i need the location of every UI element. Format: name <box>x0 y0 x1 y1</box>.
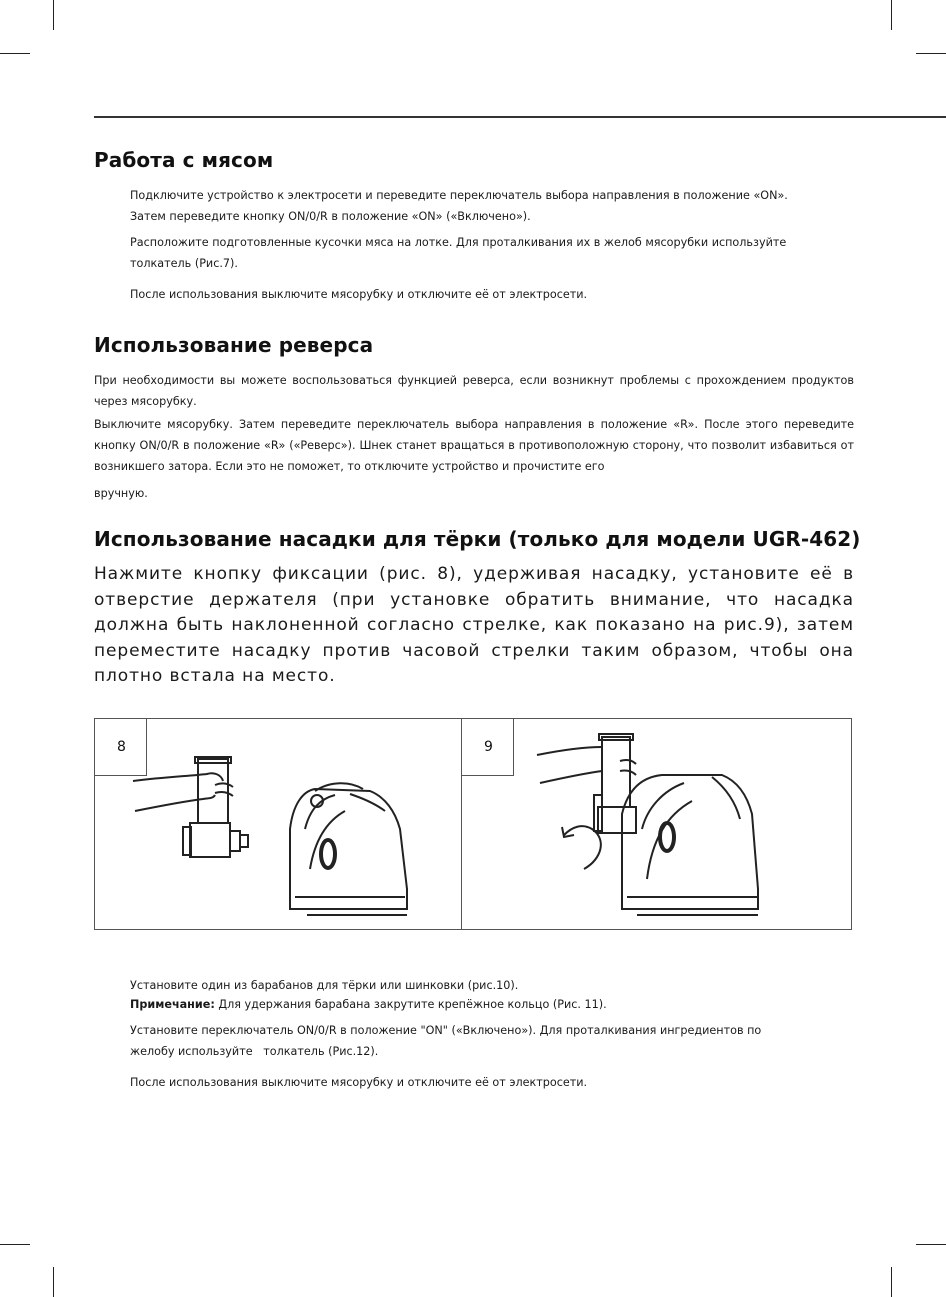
body-stripe <box>647 801 692 879</box>
paragraph: После использования выключите мясорубку и отключите её от электросети. <box>130 1076 588 1089</box>
holder <box>598 807 636 833</box>
grater-drum-icon <box>602 737 630 807</box>
intro-paragraph: Нажмите кнопку фиксации (рис. 8), удерживая насадку, установите её в отверстие держателя (при установке обратить внимание, что насадка должна быть наклоненной согласно стрелке, как показано на рис.9), затем переместите насадку против часовой стрелки таким образом, чтобы она плотно встала на место. <box>94 564 854 687</box>
arm-outline <box>537 747 602 755</box>
text-line: Установите переключатель ON/0/R в положение "ON" («Включено»). Для проталкивания ингредиентов по <box>130 1024 762 1037</box>
text-line: желобу используйте толкатель (Рис.12). <box>130 1045 379 1058</box>
crop-mark <box>891 1267 892 1297</box>
figure-9-panel <box>462 719 851 929</box>
crop-mark <box>916 1244 946 1245</box>
grater-drum-icon <box>198 759 228 823</box>
figure-8-label: 8 <box>117 739 126 755</box>
arm-outline <box>135 795 215 811</box>
rotate-arrow-icon <box>564 826 601 869</box>
grinder-body-icon <box>622 775 758 909</box>
paragraph <box>130 185 855 227</box>
paragraph: После использования выключите мясорубку и отключите её от электросети. <box>130 288 588 301</box>
crop-mark <box>916 53 946 54</box>
holder <box>190 823 230 857</box>
arm-outline <box>540 771 602 783</box>
header-rule <box>94 116 946 118</box>
figure-grater-install <box>94 718 852 930</box>
fingers <box>215 783 233 796</box>
arm-outline <box>133 773 223 781</box>
paragraph <box>130 232 855 274</box>
holder-knob <box>240 835 248 847</box>
crop-mark <box>891 0 892 30</box>
note-text: Для удержания барабана закрутите крепёжное кольцо (Рис. 11). <box>214 998 607 1011</box>
section-title-meat: Работа с мясом <box>94 148 274 172</box>
crop-mark <box>0 1244 30 1245</box>
section-title-reverse: Использование реверса <box>94 333 374 357</box>
dial-icon <box>660 823 674 851</box>
figure-8-illustration <box>95 719 461 929</box>
crop-mark <box>0 53 30 54</box>
text-line: Расположите подготовленные кусочки мяса на лотке. Для проталкивания их в желоб мясорубки используйте <box>130 236 787 249</box>
crop-mark <box>53 1267 54 1297</box>
crop-mark <box>53 0 54 30</box>
grinder-body-icon <box>290 789 407 909</box>
text-line: Подключите устройство к электросети и переведите переключатель выбора направления в положение «ON». <box>130 189 788 202</box>
paragraph: Выключите мясорубку. Затем переведите переключатель выбора направления в положение «R». После этого переведите кнопку ON/0/R в положение «R» («Реверс»). Шнек станет вращаться в противоположную сторону, что позволит избавиться от возникшего затора. Если это не поможет, то отключите устройство и прочистите его <box>94 418 854 473</box>
dial-icon <box>321 840 335 868</box>
figure-8-panel <box>95 719 462 929</box>
paragraph <box>130 1020 855 1062</box>
fingers <box>620 760 636 775</box>
holder-knob <box>230 831 240 851</box>
note-paragraph <box>130 994 855 1015</box>
figure-9-label: 9 <box>484 739 493 755</box>
paragraph: вручную. <box>94 487 148 500</box>
paragraph: Установите один из барабанов для тёрки или шинковки (рис.10). <box>130 979 519 992</box>
note-label: Примечание: <box>130 998 215 1011</box>
paragraph: При необходимости вы можете воспользоваться функцией реверса, если возникнут проблемы с прохождением продуктов через мясорубку. <box>94 374 854 408</box>
figure-9-illustration <box>462 719 851 929</box>
section-title-grater: Использование насадки для тёрки (только для модели UGR-462) <box>94 527 861 551</box>
text-line: толкатель (Рис.7). <box>130 257 238 270</box>
body-stripe <box>642 783 684 829</box>
body-stripe <box>305 795 335 829</box>
text-line: Затем переведите кнопку ON/0/R в положение «ON» («Включено»). <box>130 210 531 223</box>
